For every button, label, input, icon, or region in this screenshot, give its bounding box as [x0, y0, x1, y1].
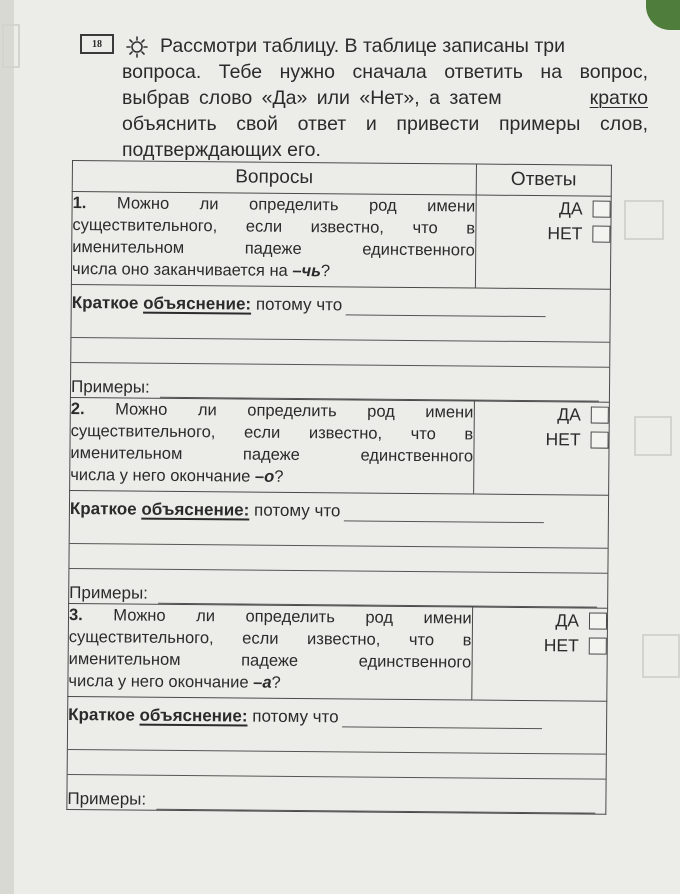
- answer-yes-checkbox[interactable]: [593, 201, 611, 218]
- explanation-row: [67, 696, 607, 814]
- answer-no-checkbox[interactable]: [591, 432, 609, 449]
- sun-icon: [126, 36, 148, 58]
- explanation-row: [69, 490, 609, 608]
- examples-label: Примеры:: [70, 377, 150, 397]
- header-questions: Вопросы: [72, 161, 476, 196]
- intro-line: объяснить свой ответ и привести примеры слов,: [122, 113, 648, 135]
- header-answers: Ответы: [476, 164, 612, 196]
- bleed-through-box: [624, 200, 664, 240]
- explanation-line[interactable]: [345, 294, 545, 317]
- question-text: 3. Можно ли определить род имени существительного, если известно, что в именительном падеже единственного числа у него окончание –а?: [68, 603, 472, 700]
- answer-no-label: НЕТ: [543, 635, 579, 656]
- examples-line[interactable]: [160, 377, 599, 402]
- question-row: [71, 192, 611, 290]
- intro-line: подтверждающих его.: [122, 139, 321, 161]
- intro-line: [122, 86, 648, 111]
- question-number: 2.: [70, 399, 85, 419]
- intro-line: Рассмотри таблицу. В таблице записаны три: [160, 35, 565, 57]
- answer-no-checkbox[interactable]: [592, 226, 610, 243]
- questions-table: [66, 160, 612, 815]
- bleed-through-box: [642, 634, 680, 678]
- question-row: [70, 397, 610, 495]
- answer-options: [471, 607, 607, 701]
- answer-yes-label: ДА: [557, 404, 581, 425]
- answer-yes-checkbox[interactable]: [589, 613, 607, 630]
- answer-options: [473, 401, 609, 495]
- task-number-badge: 18: [80, 34, 114, 54]
- answer-no-label: НЕТ: [545, 429, 581, 450]
- explanation-row: [70, 284, 610, 402]
- explanation-line[interactable]: [342, 706, 542, 729]
- explanation-area: Краткое объяснение: потому что Примеры:: [67, 696, 607, 814]
- table-header-row: [72, 161, 611, 197]
- examples-line[interactable]: [158, 583, 597, 608]
- intro-line: вопроса. Тебе нужно сначала ответить на вопрос,: [122, 61, 648, 83]
- question-text: 2. Можно ли определить род имени существительного, если известно, что в именительном падеже единственного числа у него окончание –о?: [70, 397, 474, 494]
- bleed-through-box: [634, 416, 672, 456]
- answer-options: [475, 195, 611, 289]
- intro-underlined-word: кратко: [589, 87, 648, 109]
- examples-label: Примеры:: [69, 582, 149, 603]
- intro-line-text: выбрав слово «Да» или «Нет», а затем: [122, 87, 502, 109]
- question-number: 1.: [72, 194, 87, 213]
- explanation-area: Краткое объяснение: потому что Примеры:: [69, 490, 609, 608]
- question-number: 3.: [68, 605, 83, 625]
- question-row: [68, 603, 608, 701]
- question-text: 1. Можно ли определить род имени существительного, если известно, что в именительном падеже единственного числа оно заканчивается на –чь?: [71, 192, 475, 289]
- plant-leaf: [646, 0, 680, 30]
- answer-yes-label: ДА: [558, 198, 583, 219]
- explanation-line[interactable]: [343, 500, 543, 523]
- examples-label: Примеры:: [67, 788, 147, 809]
- answer-yes-label: ДА: [555, 610, 580, 631]
- bleed-through-box: [2, 24, 20, 68]
- answer-no-label: НЕТ: [547, 223, 583, 244]
- answer-yes-checkbox[interactable]: [591, 407, 609, 424]
- explanation-area: Краткое объяснение: потому что Примеры:: [70, 284, 610, 402]
- examples-line[interactable]: [156, 789, 595, 814]
- answer-no-checkbox[interactable]: [589, 638, 607, 655]
